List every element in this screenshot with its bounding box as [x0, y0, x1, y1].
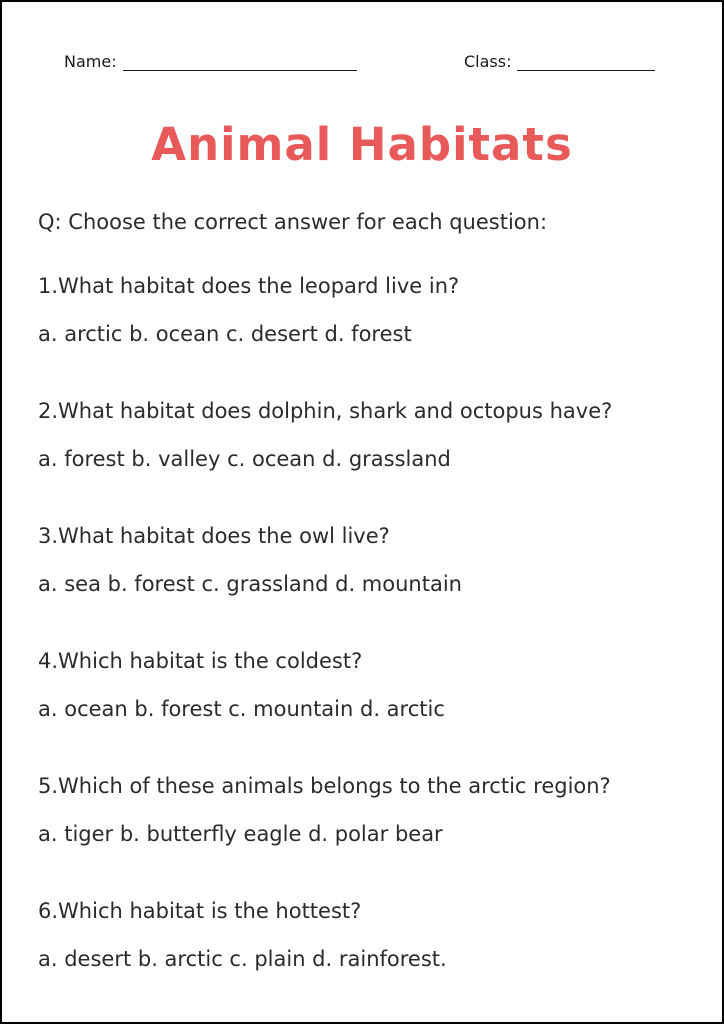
answer-options: a. desert b. arctic c. plain d. rainforest. — [38, 947, 447, 971]
answer-options: a. sea b. forest c. grassland d. mountain — [38, 572, 462, 596]
question-item — [38, 647, 698, 772]
question-item — [38, 522, 698, 647]
question-list — [38, 272, 698, 1022]
question-text: 2.What habitat does dolphin, shark and octopus have? — [38, 399, 613, 423]
answer-options: a. ocean b. forest c. mountain d. arctic — [38, 697, 445, 721]
question-item — [38, 272, 698, 397]
question-item — [38, 897, 698, 1022]
class-field — [464, 52, 655, 71]
name-label: Name: — [64, 52, 117, 71]
class-label: Class: — [464, 52, 512, 71]
answer-options: a. arctic b. ocean c. desert d. forest — [38, 322, 412, 346]
question-item — [38, 397, 698, 522]
question-text: 3.What habitat does the owl live? — [38, 524, 390, 548]
worksheet-title: Animal Habitats — [151, 118, 573, 171]
answer-options: a. forest b. valley c. ocean d. grassland — [38, 447, 451, 471]
question-text: 4.Which habitat is the coldest? — [38, 649, 363, 673]
class-blank-line[interactable] — [517, 52, 655, 71]
question-text: 6.Which habitat is the hottest? — [38, 899, 362, 923]
instruction-text: Q: Choose the correct answer for each question: — [38, 210, 548, 234]
name-blank-line[interactable] — [123, 52, 357, 71]
question-text: 5.Which of these animals belongs to the arctic region? — [38, 774, 611, 798]
answer-options: a. tiger b. butterfly eagle d. polar bear — [38, 822, 443, 846]
question-text: 1.What habitat does the leopard live in? — [38, 274, 460, 298]
question-item — [38, 772, 698, 897]
name-field — [64, 52, 357, 71]
